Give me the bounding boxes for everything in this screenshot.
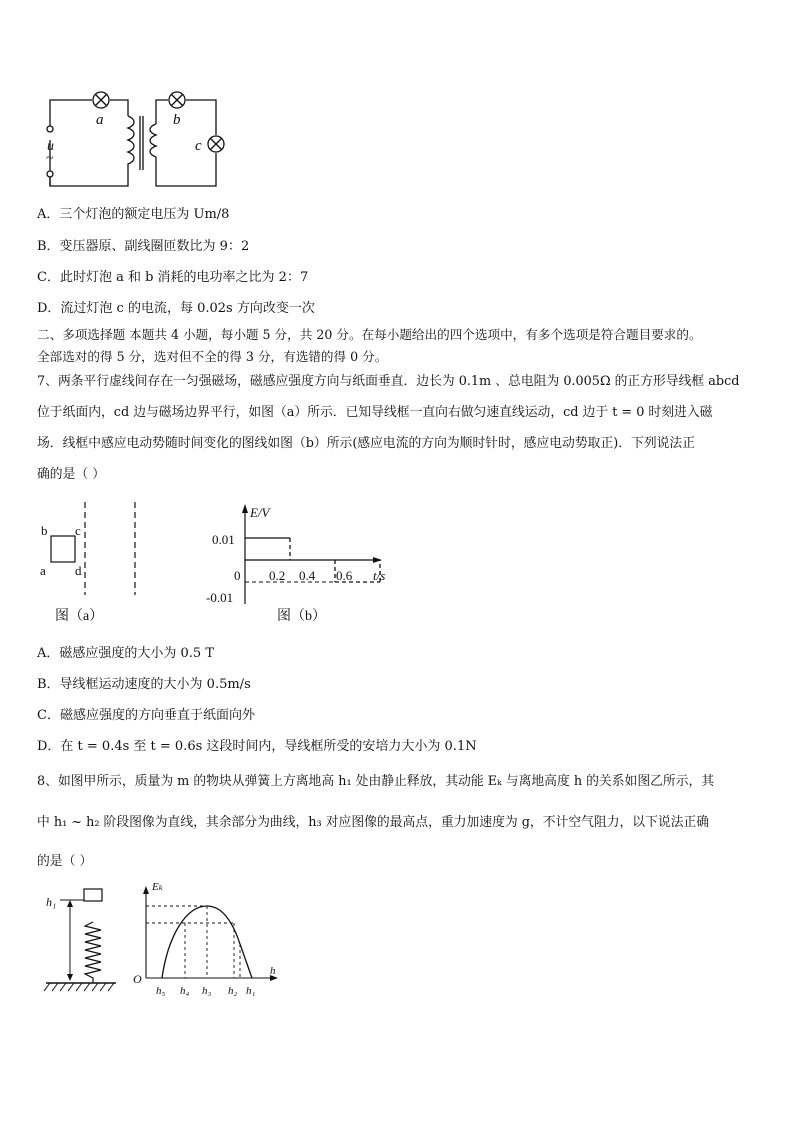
q6-option-b: B．变压器原、副线圈匝数比为 9：2	[37, 239, 250, 254]
y-axis-arrow	[242, 504, 248, 513]
label-voltage-u: u	[47, 139, 54, 154]
q8-stem-line-2: 中 h₁ ~ h₂ 阶段图像为直线，其余部分为曲线，h₃ 对应图像的最高点，重力加速度为 g，不计空气阻力，以下说法正确	[37, 815, 710, 830]
h1-label: h₁	[46, 895, 57, 909]
section-2-heading-line-2: 全部选对的得 5 分，选对但不全的得 3 分，有选错的得 0 分。	[37, 349, 388, 364]
figure-a-caption: 图（a）	[55, 609, 104, 624]
tick-h5: h₅	[156, 985, 166, 997]
x-tick-label-2: 0.4	[299, 568, 316, 583]
q8-stem-line-3: 的是（ ）	[37, 854, 93, 869]
q7-stem-line-2: 位于纸面内，cd 边与磁场边界平行，如图（a）所示．已知导线框一直向右做匀速直线运动，cd 边于 t = 0 时刻进入磁	[37, 405, 713, 420]
block	[84, 889, 102, 901]
q7-option-c: C．磁感应强度的方向垂直于纸面向外	[37, 708, 255, 723]
ek-origin-label: O	[133, 972, 142, 986]
label-ac-tilde: ~	[46, 151, 54, 166]
x-tick-label-3: 0.6	[336, 568, 353, 583]
q6-option-a: A．三个灯泡的额定电压为 Um/8	[37, 207, 230, 222]
q8-stem-line-1: 8、如图甲所示，质量为 m 的物块从弹簧上方离地高 h₁ 处由静止释放，其动能 Eₖ 与离地高度 h 的关系如图乙所示，其	[37, 774, 715, 789]
tick-h3: h₃	[202, 985, 212, 997]
origin-label: 0	[234, 568, 241, 583]
corner-b: b	[41, 523, 48, 538]
tick-h4: h₄	[180, 985, 190, 997]
q8-figure-spring-block	[40, 880, 120, 995]
tick-h1: h₁	[246, 985, 256, 997]
tick-h2: h₂	[228, 985, 238, 997]
q6-option-d: D．流过灯泡 c 的电流，每 0.02s 方向改变一次	[37, 301, 315, 316]
ek-axis-label: Eₖ	[152, 881, 163, 893]
q8-figure-ek-vs-h	[128, 876, 288, 1004]
x-tick-label-1: 0.2	[269, 568, 286, 583]
x-axis-label: t/s	[373, 568, 386, 583]
y-tick-label-negative: -0.01	[206, 590, 234, 605]
q7-stem-line-4: 确的是（ ）	[37, 467, 106, 482]
corner-d: d	[75, 563, 82, 578]
transformer-circuit-figure	[40, 88, 230, 190]
y-tick-label-positive: 0.01	[212, 532, 235, 547]
wire-frame-square	[51, 536, 75, 562]
label-lamp-a: a	[96, 112, 104, 128]
corner-a: a	[40, 563, 46, 578]
q7-figure-a	[35, 500, 155, 630]
q7-figure-b-emf-chart	[200, 500, 400, 630]
section-2-heading-line-1: 二、多项选择题 本题共 4 小题，每小题 5 分，共 20 分。在每小题给出的四个选项中，有多个选项是符合题目要求的。	[37, 327, 702, 342]
q7-option-b: B．导线框运动速度的大小为 0.5m/s	[37, 677, 251, 692]
corner-c: c	[75, 523, 81, 538]
label-lamp-c: c	[195, 138, 202, 154]
h-axis-label: h	[270, 965, 276, 977]
q7-option-a: A．磁感应强度的大小为 0.5 T	[37, 646, 214, 661]
q7-stem-line-3: 场．线框中感应电动势随时间变化的图线如图（b）所示(感应电流的方向为顺时针时，感应电动势取正)．下列说法正	[37, 436, 696, 451]
q7-stem-line-1: 7、两条平行虚线间存在一匀强磁场，磁感应强度方向与纸面垂直．边长为 0.1m 、总电阻为 0.005Ω 的正方形导线框 abcd	[37, 374, 740, 389]
q7-option-d: D．在 t = 0.4s 至 t = 0.6s 这段时间内，导线框所受的安培力大小为 0.1N	[37, 739, 477, 754]
label-lamp-b: b	[173, 112, 181, 128]
spring	[85, 922, 101, 983]
q6-option-c: C．此时灯泡 a 和 b 消耗的电功率之比为 2：7	[37, 270, 309, 285]
figure-b-caption: 图（b）	[277, 609, 326, 624]
y-axis-label: E/V	[250, 505, 270, 520]
